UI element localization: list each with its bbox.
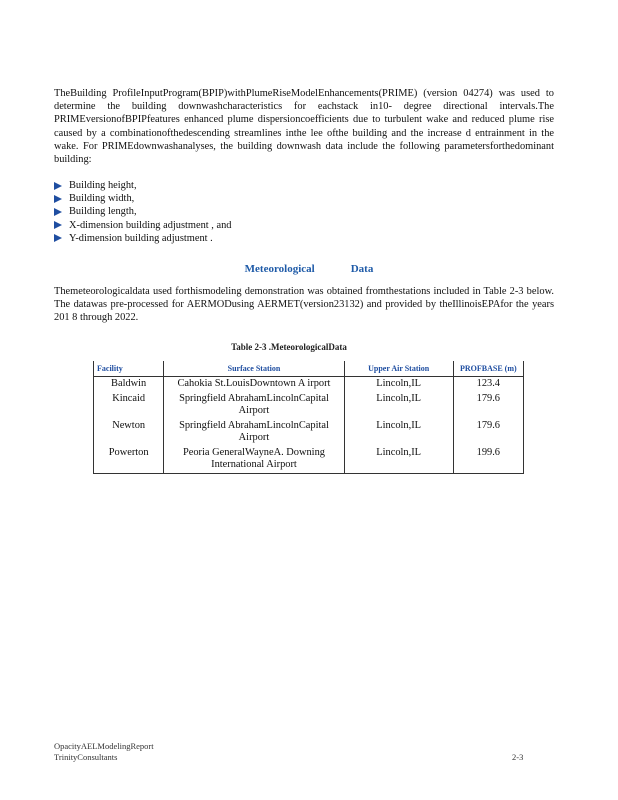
- table-cell: 179.6: [453, 419, 523, 446]
- table-cell: 199.6: [453, 446, 523, 474]
- list-item: Building height,: [54, 179, 231, 192]
- list-item: Y-dimension building adjustment .: [54, 232, 231, 245]
- table-cell: Lincoln,IL: [344, 419, 453, 446]
- table-row: [94, 419, 524, 446]
- triangle-bullet-icon: [54, 182, 62, 190]
- table-row: [94, 377, 524, 392]
- triangle-bullet-icon: [54, 221, 62, 229]
- column-header-surface-station: Surface Station: [164, 361, 344, 377]
- parameter-list: [54, 179, 231, 245]
- intro-paragraph: TheBuilding ProfileInputProgram(BPIP)withPlumeRiseModelEnhancements(PRIME) (version 04274) was used to determine the building downwashcharacteristics for eachstack in10- degree directional intervals.The PRIMEversionofBPIPfeatures enhanced plume dispersioncoefficients due to turbulent wake and reduced plume rise caused by a combinationofthedescending streamlines inthe lee ofthe building and the increase d entrainment in the wake. For PRIMEdownwashanalyses, the building downwash data include the following parametersforthedominant building:: [54, 88, 554, 166]
- table-header-row: [94, 361, 524, 377]
- triangle-bullet-icon: [54, 208, 62, 216]
- column-header-profbase: PROFBASE (m): [453, 361, 523, 377]
- page-number: 2-3: [512, 752, 524, 762]
- table-row: [94, 446, 524, 474]
- table-cell: Lincoln,IL: [344, 377, 453, 392]
- table-cell: Springfield AbrahamLincolnCapital Airport: [164, 419, 344, 446]
- table-cell: Lincoln,IL: [344, 446, 453, 474]
- meteorological-data-table: [93, 361, 524, 474]
- table-cell: Lincoln,IL: [344, 392, 453, 419]
- triangle-bullet-icon: [54, 234, 62, 242]
- table-cell: Powerton: [94, 446, 164, 474]
- triangle-bullet-icon: [54, 195, 62, 203]
- table-row: [94, 392, 524, 419]
- table-cell: Cahokia St.LouisDowntown A irport: [164, 377, 344, 392]
- list-item: Building width,: [54, 192, 231, 205]
- table-cell: Baldwin: [94, 377, 164, 392]
- footer-report-title: OpacityAELModelingReport: [54, 741, 154, 751]
- meteorological-paragraph: Themeteorologicaldata used forthismodeling demonstration was obtained fromthestations included in Table 2-3 below. The datawas pre-processed for AERMODusing AERMET(version23132) and provided by theIllinoisEPAfor the years 201 8 through 2022.: [54, 286, 554, 324]
- table-cell: Kincaid: [94, 392, 164, 419]
- table-cell: Newton: [94, 419, 164, 446]
- list-item: X-dimension building adjustment , and: [54, 219, 231, 232]
- table-cell: 179.6: [453, 392, 523, 419]
- column-header-facility: Facility: [94, 361, 164, 377]
- table-cell: Peoria GeneralWayneA. Downing International Airport: [164, 446, 344, 474]
- table-cell: 123.4: [453, 377, 523, 392]
- section-heading: Meteorological Data: [244, 263, 374, 275]
- table-cell: Springfield AbrahamLincolnCapital Airport: [164, 392, 344, 419]
- table-caption: Table 2-3 .MeteorologicalData: [231, 342, 347, 352]
- list-item: Building length,: [54, 205, 231, 218]
- footer-report-info: [54, 741, 154, 763]
- column-header-upper-air-station: Upper Air Station: [344, 361, 453, 377]
- footer-company: TrinityConsultants: [54, 752, 118, 762]
